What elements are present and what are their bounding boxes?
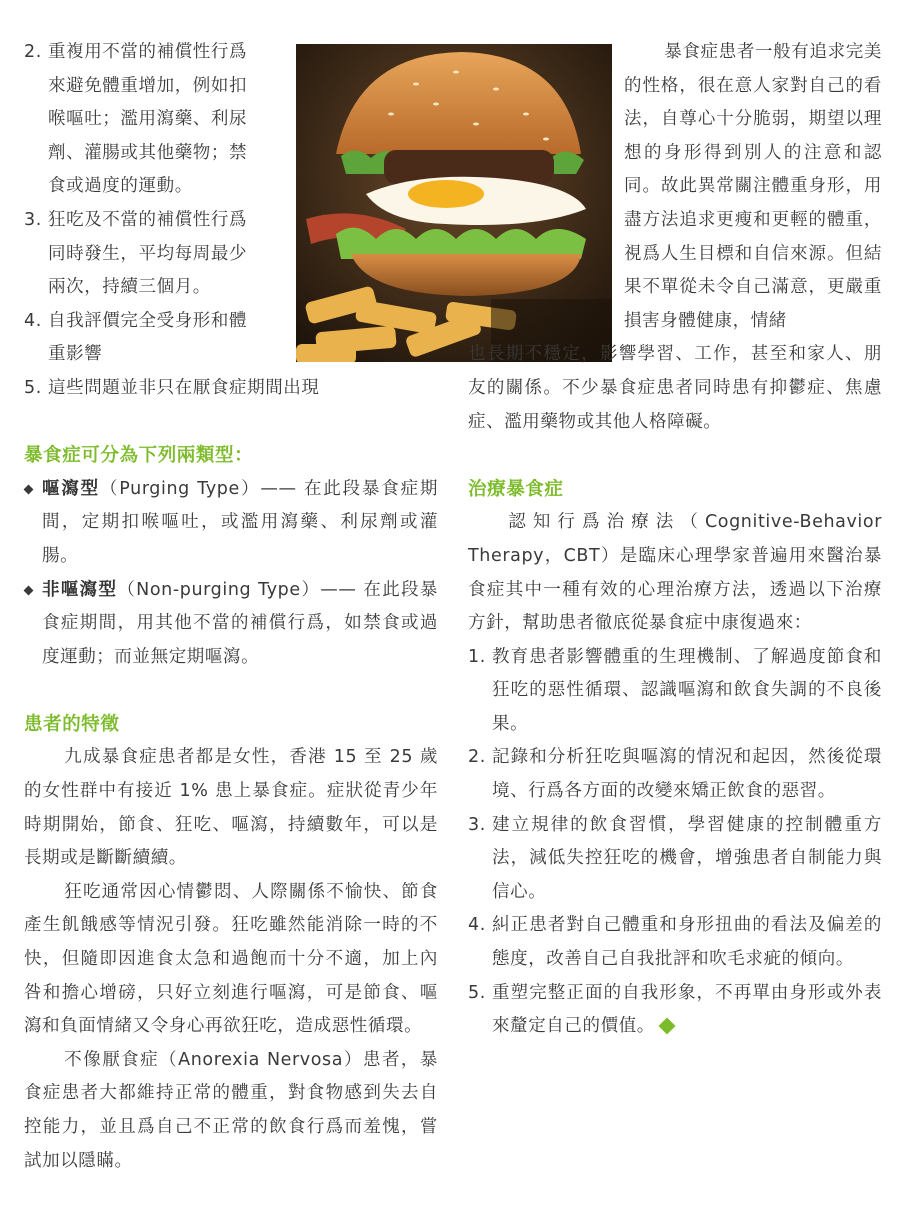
criteria-item xyxy=(24,36,310,204)
treatment-item xyxy=(468,809,882,910)
traits-section xyxy=(24,741,438,1178)
treatment-number: 5. xyxy=(468,982,486,1003)
treatment-number: 4. xyxy=(468,915,486,936)
intro-paragraph-part2: 也長期不穩定，影響學習、工作，甚至和家人、朋友的關係。不少暴食症患者同時患有抑鬱症、焦慮症、濫用藥物或其他人格障礙。 xyxy=(468,344,882,432)
diamond-end-mark-icon xyxy=(658,1018,675,1035)
criteria-number: 4. xyxy=(24,310,42,331)
criteria-line: 來避免體重增加，例如扣 xyxy=(48,75,248,96)
criteria-number: 3. xyxy=(24,209,42,230)
treatment-item xyxy=(468,977,882,1044)
treatment-item xyxy=(468,641,882,742)
criteria-item xyxy=(24,204,310,305)
treatment-number: 1. xyxy=(468,646,486,667)
traits-paragraph: 狂吃通常因心情鬱悶、人際關係不愉快、節食產生飢餓感等情況引發。狂吃雖然能消除一時的不快，但隨即因進食太急和過飽而十分不適，加上內咎和擔心增磅，只好立刻進行嘔瀉，可是節食、嘔瀉和負面情緒又令身心再欲狂吃，造成惡性循環。 xyxy=(24,881,438,1037)
criteria-line: 兩次，持續三個月。 xyxy=(48,277,211,298)
criteria-number: 2. xyxy=(24,42,42,62)
treatment-number: 2. xyxy=(468,747,486,768)
treatment-heading: 治療暴食症 xyxy=(468,478,564,500)
criteria-item xyxy=(24,372,438,406)
criteria-item xyxy=(24,305,310,372)
type-item xyxy=(24,473,438,574)
treatment-text: 教育患者影響體重的生理機制、了解過度節食和狂吃的惡性循環、認識嘔瀉和飲食失調的不良後果。 xyxy=(492,646,882,734)
traits-heading: 患者的特徵 xyxy=(24,713,120,735)
criteria-line: 自我評價完全受身形和體 xyxy=(48,310,248,331)
treatment-number: 3. xyxy=(468,814,486,835)
criteria-line: 重複用不當的補償性行爲 xyxy=(48,42,248,62)
treatment-text: 建立規律的飲食習慣，學習健康的控制體重方法，減低失控狂吃的機會，增強患者自制能力與信心。 xyxy=(492,814,882,902)
intro-paragraph-part1: 暴食症患者一般有追求完美的性格，很在意人家對自己的看法，自尊心十分脆弱，期望以理想的身形得到別人的注意和認同。故此異常關注體重身形，用盡方法追求更瘦和更輕的體重，視爲人生目標和自信來源。但結果不單從未令自己滿意，更嚴重損害身體健康，情緒 xyxy=(624,42,882,331)
traits-paragraph: 不像厭食症（Anorexia Nervosa）患者，暴食症患者大都維持正常的體重，對食物感到失去自控能力，並且爲自己不正常的飲食行爲而羞愧，嘗試加以隱瞞。 xyxy=(24,1049,438,1171)
criteria-line: 喉嘔吐；濫用瀉藥、利尿 xyxy=(48,109,248,130)
criteria-line: 同時發生，平均每周最少 xyxy=(48,243,248,264)
types-list xyxy=(24,473,438,675)
criteria-line: 劑、灌腸或其他藥物；禁 xyxy=(48,142,248,163)
criteria-line: 狂吃及不當的補償性行爲 xyxy=(48,209,248,230)
treatment-item xyxy=(468,909,882,976)
type-item xyxy=(24,574,438,675)
criteria-line: 這些問題並非只在厭食症期間出現 xyxy=(48,377,320,398)
types-heading: 暴食症可分為下列兩類型： xyxy=(24,445,254,467)
type-term: 嘔瀉型 xyxy=(42,478,100,499)
criteria-line: 食或過度的運動。 xyxy=(48,176,193,197)
diamond-bullet-icon xyxy=(24,484,34,494)
type-desc: （Purging Type）—— 在此段暴食症期間，定期扣喉嘔吐，或濫用瀉藥、利尿劑或灌腸。 xyxy=(42,478,438,566)
treatment-text: 重塑完整正面的自我形象，不再單由身形或外表來釐定自己的價值。 xyxy=(492,982,882,1037)
traits-paragraph: 九成暴食症患者都是女性，香港 15 至 25 歲的女性群中有接近 1% 患上暴食症。症狀從青少年時期開始，節食、狂吃、嘔瀉，持續數年，可以是長期或是斷斷續續。 xyxy=(24,747,438,869)
treatment-text: 記錄和分析狂吃與嘔瀉的情況和起因，然後從環境、行爲各方面的改變來矯正飲食的惡習。 xyxy=(492,747,882,802)
treatment-text: 糾正患者對自己體重和身形扭曲的看法及偏差的態度，改善自己自我批評和吹毛求疵的傾向。 xyxy=(492,915,882,970)
type-term: 非嘔瀉型 xyxy=(42,579,118,600)
treatment-list xyxy=(468,641,882,1044)
criteria-line: 重影響 xyxy=(48,344,103,365)
type-desc: （Non-purging Type）—— 在此段暴食症期間，用其他不當的補償行爲，如禁食或過度運動；而並無定期嘔瀉。 xyxy=(42,579,438,667)
diamond-bullet-icon xyxy=(24,585,34,595)
treatment-item xyxy=(468,741,882,808)
right-column xyxy=(468,36,882,1044)
treatment-paragraph: 認知行爲治療法（Cognitive-Behavior Therapy，CBT）是臨床心理學家普遍用來醫治暴食症其中一種有效的心理治療方法，透過以下治療方針，幫助患者徹底從暴食症中康復過來： xyxy=(468,512,882,634)
criteria-number: 5. xyxy=(24,377,42,398)
